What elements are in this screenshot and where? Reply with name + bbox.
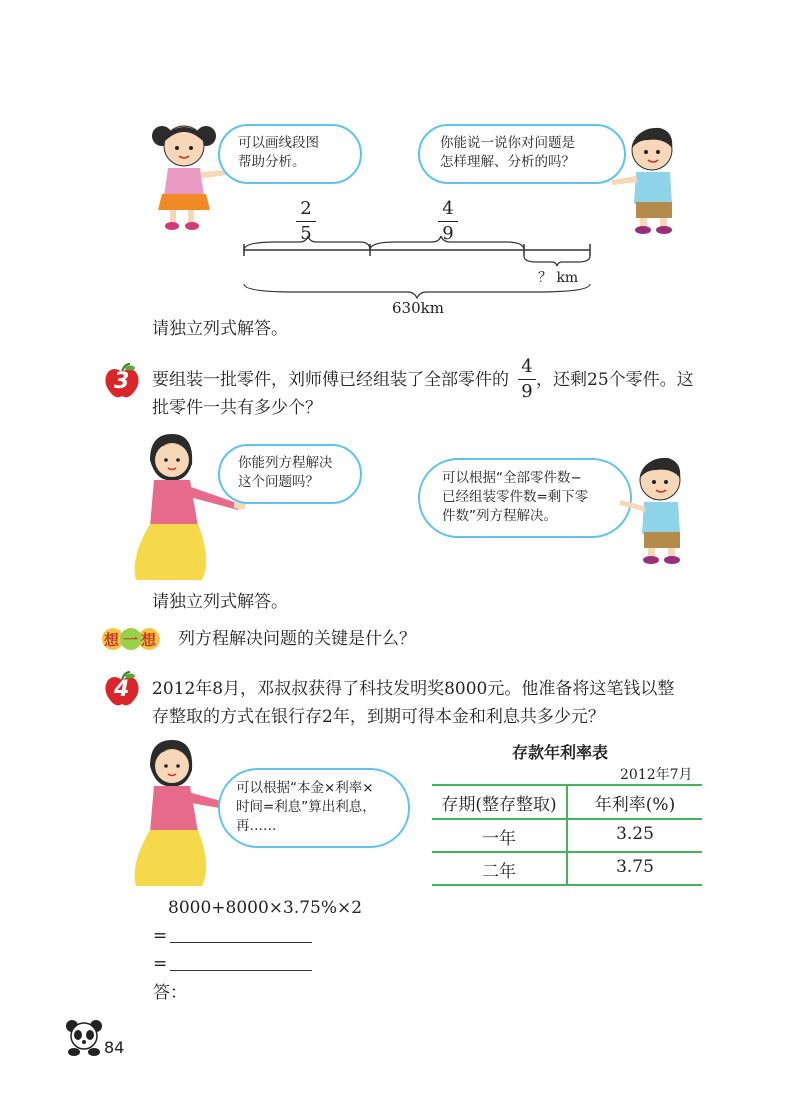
answer-label: 答： xyxy=(153,983,187,1003)
table-header-cell: 存期(整存整取) xyxy=(441,795,557,815)
fraction-numerator: 2 xyxy=(300,198,312,219)
teacher-speech-bubble xyxy=(218,444,362,504)
bubble-line: 时间=利息”算出利息， xyxy=(236,799,376,815)
bubble-line: 你能列方程解决 xyxy=(238,455,333,471)
question-number: 3 xyxy=(114,369,130,394)
teacher-speech-bubble xyxy=(218,768,410,848)
think-question: 列方程解决问题的关键是什么？ xyxy=(178,629,416,649)
computation-formula: 8000+8000×3.75%×2 xyxy=(168,898,363,918)
question-text: 存整取的方式在银行存2年，到期可得本金和利息共多少元？ xyxy=(152,707,605,727)
unknown-distance-label: ？ km xyxy=(538,270,579,286)
page-number: 84 xyxy=(104,1038,125,1057)
answer-blank-line xyxy=(170,942,312,943)
think-label: 想 xyxy=(141,631,157,649)
rate-table xyxy=(432,784,702,886)
instruction-text: 请独立列式解答。 xyxy=(152,319,288,339)
equals-sign: = xyxy=(153,954,168,974)
rate-table-title: 存款年利率表 xyxy=(512,743,609,762)
total-distance-label: 630km xyxy=(392,299,444,317)
question-text: 2012年8月，邓叔叔获得了科技发明奖8000元。他准备将这笔钱以整 xyxy=(152,679,675,699)
bubble-line: 可以根据“全部零件数− xyxy=(442,470,582,486)
bubble-line: 可以根据“本金×利率× xyxy=(236,780,374,796)
boy-illustration xyxy=(616,452,698,568)
question-text: ，还剩25个零件。这 xyxy=(536,370,694,390)
fraction-four-ninths xyxy=(518,356,536,403)
bubble-line: 件数”列方程解决。 xyxy=(442,508,557,524)
table-cell: 一年 xyxy=(482,829,516,849)
fraction-denominator: 9 xyxy=(521,381,533,402)
bubble-line: 怎样理解、分析的吗？ xyxy=(440,154,575,170)
fraction-denominator: 9 xyxy=(442,223,454,244)
bubble-line: 已经组装零件数=剩下零 xyxy=(442,489,589,505)
think-label: 想 xyxy=(104,631,120,649)
instruction-text: 请独立列式解答。 xyxy=(152,592,288,612)
boy-speech-bubble xyxy=(418,124,626,184)
question-text: 批零件一共有多少个？ xyxy=(152,398,322,418)
equals-sign: = xyxy=(153,926,168,946)
question-text: 要组装一批零件，刘师傅已经组装了全部零件的 xyxy=(152,370,509,390)
think-badge xyxy=(102,628,160,650)
rate-table-date: 2012年7月 xyxy=(620,767,693,783)
boy-speech-bubble xyxy=(418,458,632,538)
boy-illustration xyxy=(608,122,690,238)
panda-icon xyxy=(64,1018,104,1058)
bubble-line: 你能说一说你对问题是 xyxy=(440,135,575,151)
table-cell: 3.75 xyxy=(616,857,654,877)
think-label: 一 xyxy=(123,631,139,649)
bubble-line: 帮助分析。 xyxy=(238,154,306,170)
table-cell: 3.25 xyxy=(616,824,654,844)
bubble-line: 再…… xyxy=(236,818,277,834)
bubble-line: 这个问题吗？ xyxy=(238,474,319,490)
fraction-numerator: 4 xyxy=(521,356,533,377)
girl-illustration xyxy=(148,118,233,233)
table-cell: 二年 xyxy=(482,862,516,882)
answer-blank-line xyxy=(170,970,312,971)
table-header-cell: 年利率(%) xyxy=(594,795,676,815)
bubble-line: 可以画线段图 xyxy=(238,135,319,151)
girl-speech-bubble xyxy=(218,124,362,184)
question-number: 4 xyxy=(114,677,130,702)
fraction-numerator: 4 xyxy=(442,198,454,219)
fraction-denominator: 5 xyxy=(300,223,312,244)
